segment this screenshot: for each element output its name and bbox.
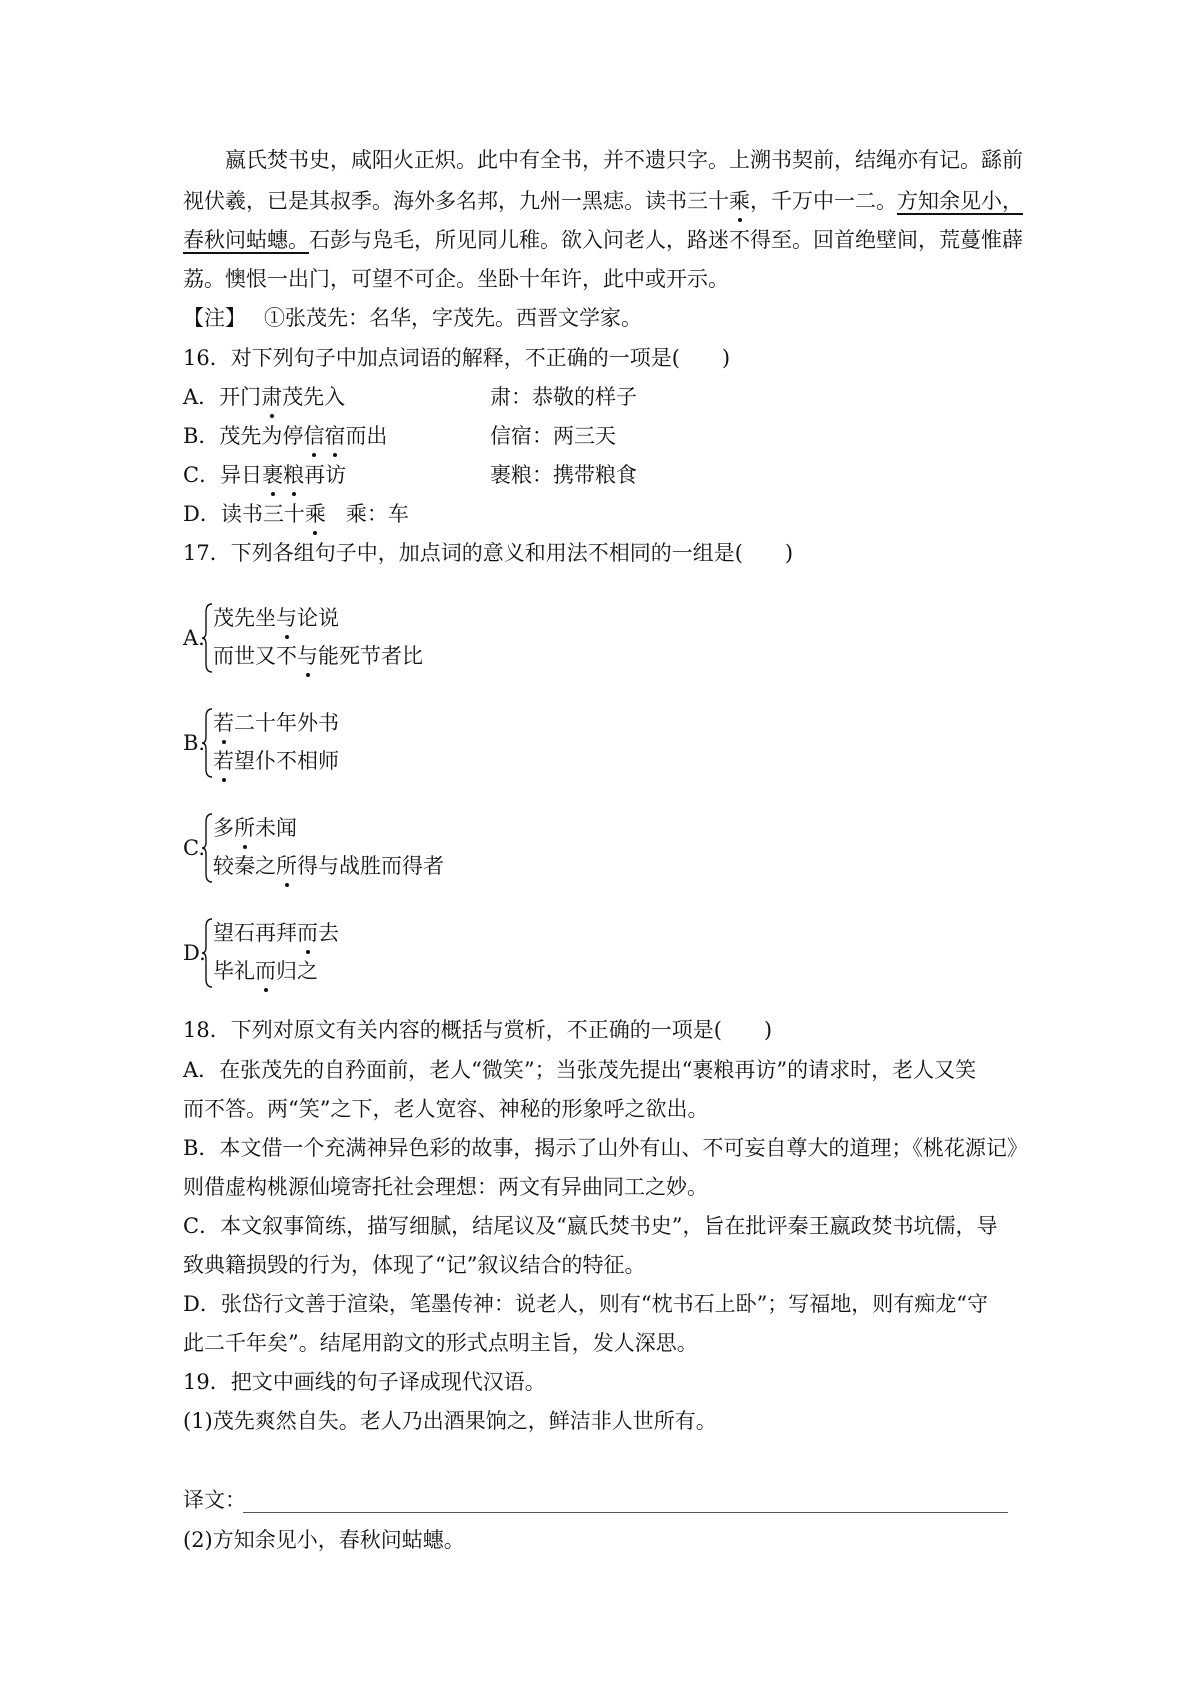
- option-text: C．异日: [183, 463, 263, 487]
- answer-line[interactable]: [243, 1512, 1008, 1513]
- passage-text: 视伏羲，已是其叔季。海外多名邦，九州一黑痣。读书三十: [183, 189, 729, 213]
- dotted-char: 若: [213, 711, 234, 735]
- dotted-char: 宿: [324, 424, 346, 448]
- dotted-char: 粮: [283, 463, 305, 487]
- dotted-char: 所: [276, 854, 297, 878]
- option-letter: D.: [183, 941, 206, 965]
- question-16-option-c-explanation: 裹粮：携带粮食: [490, 463, 637, 487]
- option-sentence: [213, 814, 297, 842]
- passage-line-3: [183, 226, 1023, 254]
- sentence-text: 能死节者比: [318, 644, 423, 668]
- passage-line-4: 荔。懊恨一出门，可望不可企。坐卧十年许，此中或开示。: [183, 267, 729, 291]
- question-17-option-d: [183, 917, 483, 989]
- option-text: B．茂先为停: [183, 424, 304, 448]
- note: [183, 304, 642, 332]
- dotted-char: 而: [297, 921, 318, 945]
- option-letter: C.: [183, 836, 205, 860]
- question-18-option-a-cont: 而不答。两“笑”之下，老人宽容、神秘的形象呼之欲出。: [183, 1097, 709, 1121]
- option-explanation: 乘：车: [345, 502, 409, 526]
- question-18-option-a: A．在张茂先的自矜面前，老人“微笑”；当张茂先提出“裹粮再访”的请求时，老人又笑: [183, 1058, 977, 1082]
- option-text: A．开门: [183, 385, 262, 409]
- dotted-char: 肃: [261, 385, 283, 409]
- question-16-option-c: [183, 461, 346, 489]
- passage-text: ，千万中一二。: [750, 189, 897, 213]
- question-18-option-c: C．本文叙事简练，描写细腻，结尾议及“嬴氏焚书史”，旨在批评秦王嬴政焚书坑儒，导: [183, 1214, 998, 1238]
- underlined-sentence: 春秋问蛄蟪。: [183, 228, 309, 252]
- option-sentence: [213, 957, 318, 985]
- question-17-option-a: [183, 602, 483, 674]
- question-18-option-b-cont: 则借虚构桃源仙境寄托社会理想：两文有异曲同工之妙。: [183, 1175, 708, 1199]
- question-18-option-c-cont: 致典籍损毁的行为，体现了“记”叙议结合的特征。: [183, 1253, 646, 1277]
- underlined-sentence: 方知余见小，: [897, 189, 1023, 213]
- question-18-option-d-cont: 此二千年矣”。结尾用韵文的形式点明主旨，发人深思。: [183, 1331, 698, 1355]
- note-text: ①张茂先：名华，字茂先。西晋文学家。: [264, 306, 642, 330]
- option-sentence: [213, 919, 339, 947]
- option-sentence: [213, 642, 423, 670]
- answer-label: 译文：: [183, 1488, 246, 1512]
- sentence-text: 二十年外书: [234, 711, 339, 735]
- question-16-option-d: [183, 500, 409, 528]
- option-text: 而出: [345, 424, 388, 448]
- question-17-stem: 17．下列各组句子中，加点词的意义和用法不相同的一组是( ): [183, 541, 794, 565]
- dotted-char: 乘: [304, 502, 326, 526]
- option-letter: A.: [183, 626, 205, 650]
- sentence-text: 望仆不相师: [234, 749, 339, 773]
- question-19-stem: 19．把文中画线的句子译成现代汉语。: [183, 1370, 546, 1394]
- sentence-text: 未闻: [255, 816, 297, 840]
- passage-line-2: [183, 187, 1023, 215]
- question-18-option-b: B．本文借一个充满神异色彩的故事，揭示了山外有山、不可妄自尊大的道理；《桃花源记》: [183, 1136, 1028, 1160]
- question-16-option-a: [183, 383, 345, 411]
- question-16-option-a-explanation: 肃：恭敬的样子: [490, 385, 637, 409]
- brace-icon: [201, 707, 213, 779]
- option-sentence: [213, 604, 339, 632]
- question-17-option-b: [183, 707, 483, 779]
- option-sentence: [213, 852, 444, 880]
- dotted-char: 若: [213, 749, 234, 773]
- option-sentence: [213, 709, 339, 737]
- sentence-text: 多: [213, 816, 234, 840]
- question-18-option-d: D．张岱行文善于渲染，笔墨传神：说老人，则有“枕书石上卧”；写福地，则有痴龙“守: [183, 1292, 989, 1316]
- question-17-option-c: [183, 812, 483, 884]
- sentence-text: 而世又不: [213, 644, 297, 668]
- dotted-char: 与: [297, 644, 318, 668]
- brace-icon: [201, 917, 213, 989]
- dotted-char: 乘: [729, 189, 750, 213]
- brace-icon: [201, 812, 213, 884]
- option-text: 茂先入: [282, 385, 346, 409]
- question-18-stem: 18．下列对原文有关内容的概括与赏析，不正确的一项是( ): [183, 1018, 773, 1042]
- dotted-char: 信: [303, 424, 325, 448]
- question-19-sentence-1: (1)茂先爽然自失。老人乃出酒果饷之，鲜洁非人世所有。: [183, 1409, 717, 1433]
- option-sentence: [213, 747, 339, 775]
- note-label: 【注】: [183, 306, 246, 330]
- option-letter: B.: [183, 731, 206, 755]
- question-19-sentence-2: (2)方知余见小，春秋问蛄蟪。: [183, 1528, 465, 1552]
- brace-icon: [201, 602, 213, 674]
- sentence-text: 论说: [297, 606, 339, 630]
- sentence-text: 毕礼: [213, 959, 255, 983]
- question-16-option-b: [183, 422, 387, 450]
- question-16-option-b-explanation: 信宿：两三天: [490, 424, 616, 448]
- sentence-text: 得与战胜而得者: [297, 854, 444, 878]
- sentence-text: 茂先坐: [213, 606, 276, 630]
- sentence-text: 较秦之: [213, 854, 276, 878]
- sentence-text: 望石再拜: [213, 921, 297, 945]
- option-text: D．读书三十: [183, 502, 305, 526]
- sentence-text: 去: [318, 921, 339, 945]
- passage-line-1: 嬴氏焚书史，咸阳火正炽。此中有全书，并不遗只字。上溯书契前，结绳亦有记。繇前: [225, 148, 1023, 172]
- option-text: 再访: [304, 463, 347, 487]
- dotted-char: 裹: [262, 463, 284, 487]
- dotted-char: 而: [255, 959, 276, 983]
- sentence-text: 归之: [276, 959, 318, 983]
- dotted-char: 所: [234, 816, 255, 840]
- question-16-stem: 16．对下列句子中加点词语的解释，不正确的一项是( ): [183, 346, 731, 370]
- passage-text: 石彭与凫毛，所见同儿稚。欲入问老人，路迷不得至。回首绝壁间，荒蔓惟薜: [309, 228, 1023, 252]
- dotted-char: 与: [276, 606, 297, 630]
